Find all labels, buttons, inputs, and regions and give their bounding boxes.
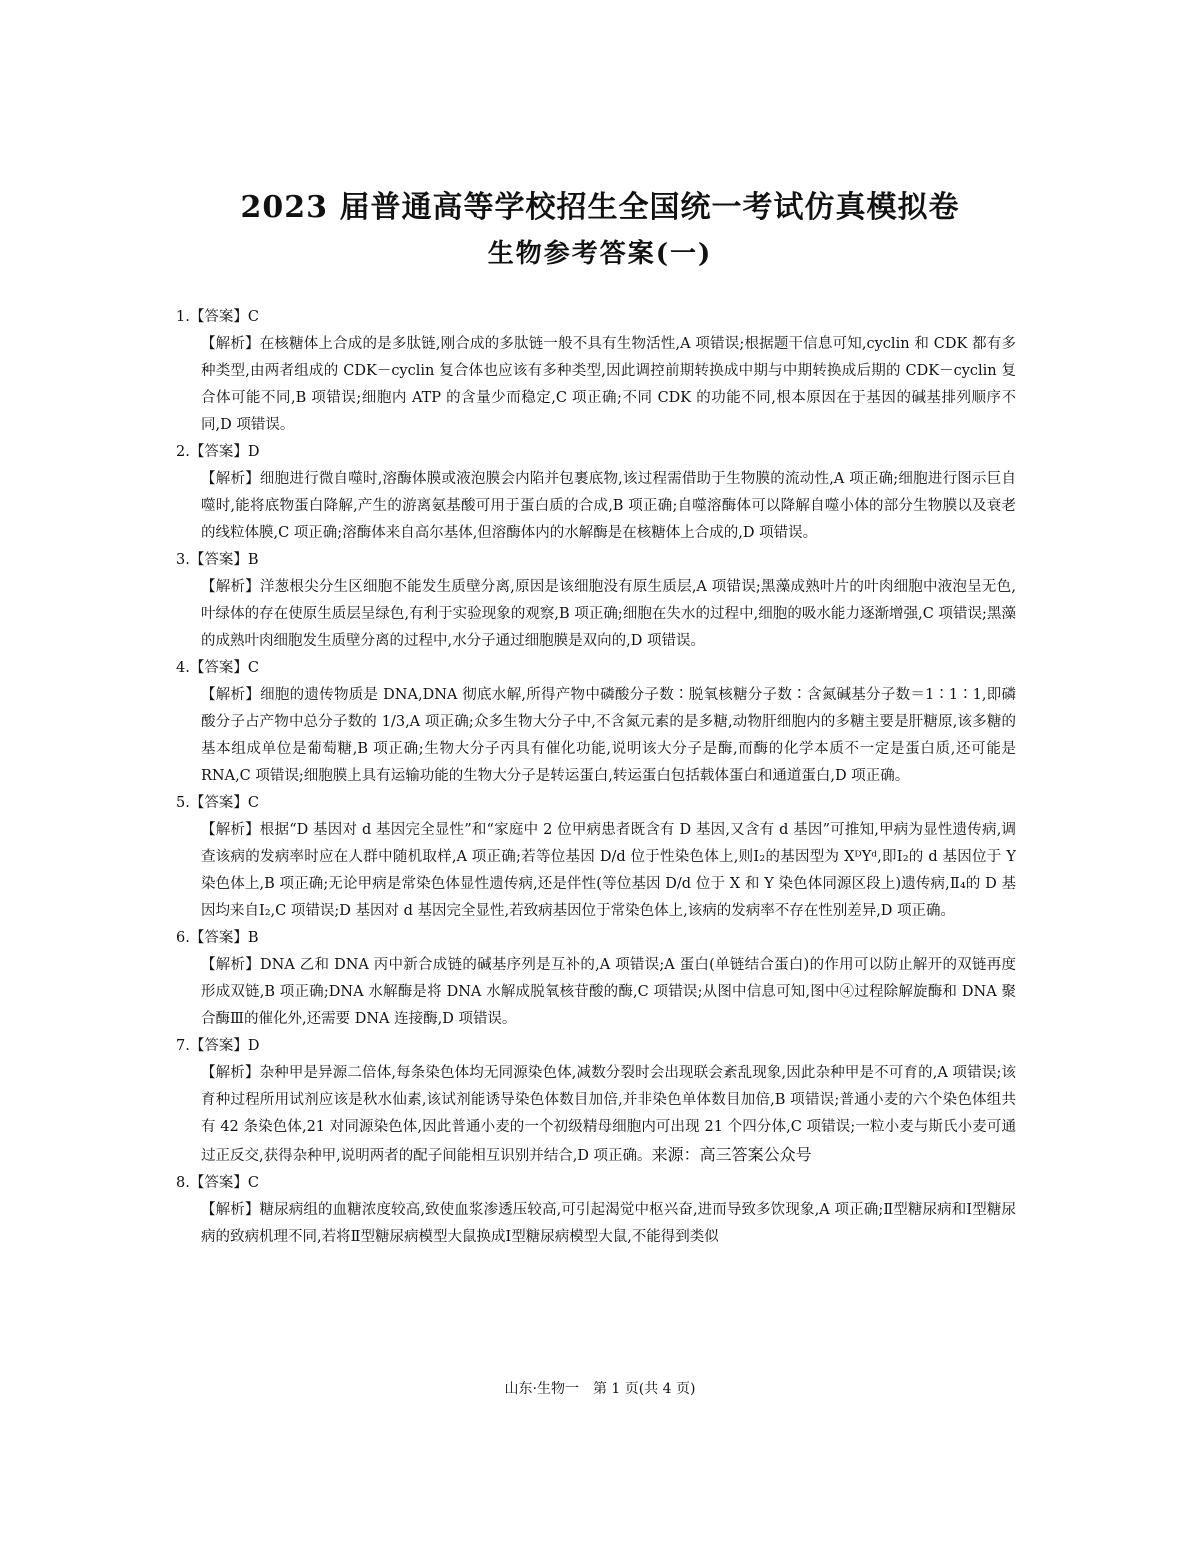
explanation-block xyxy=(176,1060,1016,1170)
answer-line: 6.【答案】B xyxy=(176,930,259,946)
answer-line: 8.【答案】C xyxy=(176,1175,259,1191)
question-1 xyxy=(176,304,1016,439)
answer-line: 5.【答案】C xyxy=(176,795,259,811)
page-title: 2023 届普通高等学校招生全国统一考试仿真模拟卷 xyxy=(240,190,960,225)
explanation-text: 【解析】细胞进行微自噬时,溶酶体膜或液泡膜会内陷并包裹底物,该过程需借助于生物膜的流动性,A 项正确;细胞进行图示巨自噬时,能将底物蛋白降解,产生的游离氨基酸可用于蛋白质的合成,B 项正确;自噬溶酶体可以降解自噬小体的部分生物膜以及衰老的线粒体膜,C 项正确;溶酶体来自高尔基体,但溶酶体内的水解酶是在核糖体上合成的,D 项错误。 xyxy=(201,471,1016,541)
question-2 xyxy=(176,439,1016,547)
source-note: 来源：高三答案公众号 xyxy=(651,1145,812,1164)
answer-list xyxy=(176,304,1016,1251)
answer-line: 2.【答案】D xyxy=(176,444,260,460)
explanation-text: 【解析】洋葱根尖分生区细胞不能发生质壁分离,原因是该细胞没有原生质层,A 项错误;黑藻成熟叶片的叶肉细胞中液泡呈无色,叶绿体的存在使原生质层呈绿色,有利于实验现象的观察,B 项正确;细胞在失水的过程中,细胞的吸水能力逐渐增强,C 项错误;黑藻的成熟叶肉细胞发生质壁分离的过程中,水分子通过细胞膜是双向的,D 项错误。 xyxy=(201,579,1016,649)
page-footer: 山东·生物一 第 1 页(共 4 页) xyxy=(504,1381,696,1397)
explanation-text: 【解析】DNA 乙和 DNA 丙中新合成链的碱基序列是互补的,A 项错误;A 蛋白(单链结合蛋白)的作用可以防止解开的双链再度形成双链,B 项正确;DNA 水解酶是将 DNA 水解成脱氧核苷酸的酶,C 项错误;从图中信息可知,图中④过程除解旋酶和 DNA 聚合酶Ⅲ的催化外,还需要 DNA 连接酶,D 项错误。 xyxy=(201,957,1016,1027)
explanation-text: 【解析】根据“D 基因对 d 基因完全显性”和“家庭中 2 位甲病患者既含有 D 基因,又含有 d 基因”可推知,甲病为显性遗传病,调查该病的发病率时应在人群中随机取样,A 项正确;若等位基因 D/d 位于性染色体上,则Ⅰ₂的基因型为 XᴰYᵈ,即Ⅰ₂的 d 基因位于 Y 染色体上,B 项正确;无论甲病是常染色体显性遗传病,还是伴性(等位基因 D/d 位于 X 和 Y 染色体同源区段上)遗传病,Ⅱ₄的 D 基因均来自Ⅰ₂,C 项错误;D 基因对 d 基因完全显性,若致病基因位于常染色体上,该病的发病率不存在性别差异,D 项正确。 xyxy=(201,822,1016,919)
question-5 xyxy=(176,790,1016,925)
explanation-text: 【解析】细胞的遗传物质是 DNA,DNA 彻底水解,所得产物中磷酸分子数∶脱氧核糖分子数∶含氮碱基分子数＝1∶1∶1,即磷酸分子占产物中总分子数的 1/3,A 项正确;众多生物大分子中,不含氮元素的是多糖,动物肝细胞内的多糖主要是肝糖原,该多糖的基本组成单位是葡萄糖,B 项正确;生物大分子丙具有催化功能,说明该大分子是酶,而酶的化学本质不一定是蛋白质,还可能是 RNA,C 项错误;细胞膜上具有运输功能的生物大分子是转运蛋白,转运蛋白包括载体蛋白和通道蛋白,D 项正确。 xyxy=(201,687,1016,784)
question-3 xyxy=(176,547,1016,655)
question-8 xyxy=(176,1170,1016,1251)
answer-line: 4.【答案】C xyxy=(176,660,259,676)
answer-line: 1.【答案】C xyxy=(176,309,259,325)
page-subtitle: 生物参考答案(一) xyxy=(487,239,713,269)
explanation-text: 【解析】糖尿病组的血糖浓度较高,致使血浆渗透压较高,可引起渴觉中枢兴奋,进而导致多饮现象,A 项正确;Ⅱ型糖尿病和Ⅰ型糖尿病的致病机理不同,若将Ⅱ型糖尿病模型大鼠换成Ⅰ型糖尿病模型大鼠,不能得到类似 xyxy=(201,1202,1016,1245)
answer-line: 3.【答案】B xyxy=(176,552,259,568)
question-7 xyxy=(176,1033,1016,1170)
question-6 xyxy=(176,925,1016,1033)
explanation-text: 【解析】杂种甲是异源二倍体,每条染色体均无同源染色体,减数分裂时会出现联会紊乱现象,因此杂种甲是不可育的,A 项错误;该育种过程所用试剂应该是秋水仙素,该试剂能诱导染色体数目加倍,并非染色单体数目加倍,B 项错误;普通小麦的六个染色体组共有 42 条染色体,21 对同源染色体,因此普通小麦的一个初级精母细胞内可出现 21 个四分体,C 项错误;一粒小麦与斯氏小麦可通过正反交,获得杂种甲,说明两者的配子间能相互识别并结合,D 项正确。 xyxy=(201,1065,1016,1164)
answer-line: 7.【答案】D xyxy=(176,1038,260,1054)
explanation-text: 【解析】在核糖体上合成的是多肽链,刚合成的多肽链一般不具有生物活性,A 项错误;根据题干信息可知,cyclin 和 CDK 都有多种类型,由两者组成的 CDK－cyclin 复合体也应该有多种类型,因此调控前期转换成中期与中期转换成后期的 CDK－cyclin 复合体可能不同,B 项错误;细胞内 ATP 的含量少而稳定,C 项正确;不同 CDK 的功能不同,根本原因在于基因的碱基排列顺序不同,D 项错误。 xyxy=(201,336,1016,433)
question-4 xyxy=(176,655,1016,790)
